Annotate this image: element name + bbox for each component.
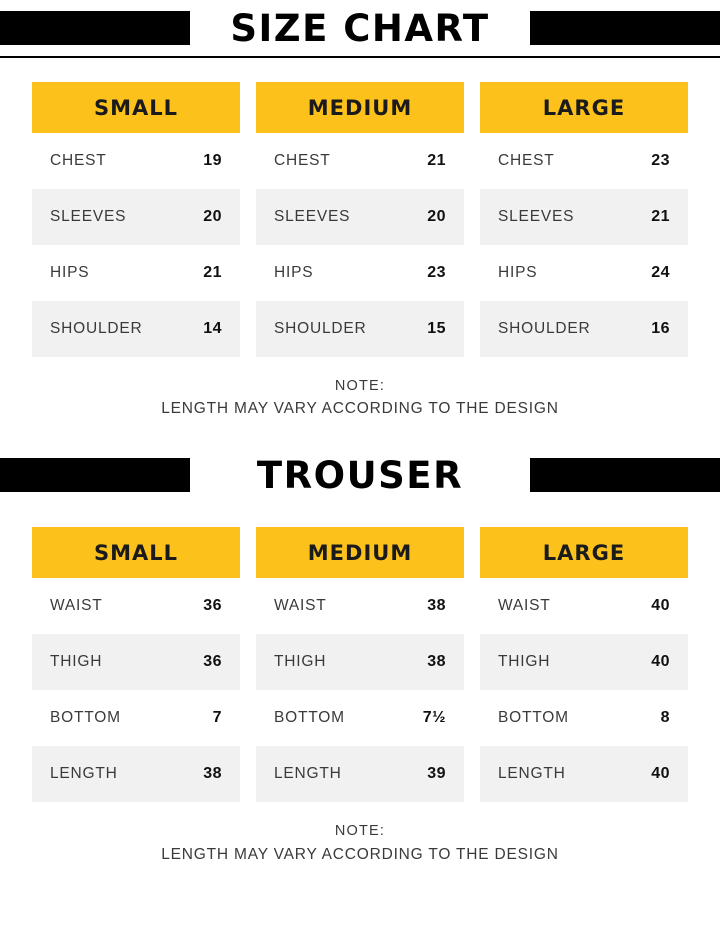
column-header-medium: MEDIUM	[256, 82, 464, 133]
trouser-title-band	[0, 447, 720, 503]
row-label: SLEEVES	[50, 208, 127, 225]
size-column-large	[480, 82, 688, 357]
title-bar-right	[530, 458, 720, 492]
row-value: 21	[203, 264, 222, 281]
row-label: SHOULDER	[50, 320, 143, 337]
row-label: SLEEVES	[274, 208, 351, 225]
row-label: BOTTOM	[498, 709, 569, 727]
row-value: 16	[651, 320, 670, 337]
trouser-table	[0, 527, 720, 866]
row-value: 21	[651, 208, 670, 225]
column-header-medium: MEDIUM	[256, 527, 464, 578]
table-row	[480, 133, 688, 189]
trouser-column-medium	[256, 527, 464, 802]
column-header-small: SMALL	[32, 527, 240, 578]
row-value: 36	[203, 597, 222, 615]
trouser-column-small	[32, 527, 240, 802]
table-row	[32, 690, 240, 746]
row-label: HIPS	[274, 264, 314, 281]
row-value: 40	[651, 653, 670, 671]
section-title-trouser: TROUSER	[235, 454, 485, 497]
table-row	[32, 133, 240, 189]
row-value: 24	[651, 264, 670, 281]
row-value: 19	[203, 152, 222, 169]
table-row	[256, 690, 464, 746]
row-value: 7½	[422, 709, 446, 727]
row-label: SHOULDER	[274, 320, 367, 337]
table-row	[32, 301, 240, 357]
row-label: HIPS	[50, 264, 90, 281]
table-row	[256, 133, 464, 189]
row-label: HIPS	[498, 264, 538, 281]
title-bar-left	[0, 458, 190, 492]
column-header-small: SMALL	[32, 82, 240, 133]
table-row	[32, 746, 240, 802]
table-row	[256, 578, 464, 634]
row-label: LENGTH	[274, 765, 342, 783]
table-row	[480, 578, 688, 634]
note-label: NOTE:	[334, 378, 386, 394]
column-header-large: LARGE	[480, 82, 688, 133]
row-label: WAIST	[498, 597, 551, 615]
table-row	[32, 189, 240, 245]
note-text: LENGTH MAY VARY ACCORDING TO THE DESIGN	[161, 400, 559, 418]
trouser-column-large	[480, 527, 688, 802]
row-value: 38	[203, 765, 222, 783]
row-value: 21	[427, 152, 446, 169]
note-label: NOTE:	[334, 823, 386, 840]
table-row	[480, 746, 688, 802]
row-label: CHEST	[274, 152, 331, 169]
row-label: BOTTOM	[50, 709, 121, 727]
row-label: SLEEVES	[498, 208, 575, 225]
row-value: 40	[651, 765, 670, 783]
table-row	[256, 189, 464, 245]
row-label: LENGTH	[50, 765, 118, 783]
table-row	[32, 578, 240, 634]
row-value: 8	[660, 709, 670, 727]
table-row	[256, 746, 464, 802]
size-column-medium	[256, 82, 464, 357]
row-value: 14	[203, 320, 222, 337]
row-label: WAIST	[50, 597, 103, 615]
row-value: 38	[427, 653, 446, 671]
row-value: 23	[651, 152, 670, 169]
table-row	[480, 189, 688, 245]
row-value: 36	[203, 653, 222, 671]
row-label: WAIST	[274, 597, 327, 615]
row-value: 20	[203, 208, 222, 225]
note-text: LENGTH MAY VARY ACCORDING TO THE DESIGN	[161, 845, 559, 863]
table-row	[480, 690, 688, 746]
table-row	[32, 245, 240, 301]
table-row	[480, 301, 688, 357]
row-value: 23	[427, 264, 446, 281]
row-label: LENGTH	[498, 765, 566, 783]
table-row	[480, 245, 688, 301]
row-label: BOTTOM	[274, 709, 345, 727]
table-row	[480, 634, 688, 690]
size-chart-note	[32, 357, 688, 421]
row-value: 39	[427, 765, 446, 783]
row-label: THIGH	[50, 653, 103, 671]
table-row	[32, 634, 240, 690]
row-label: THIGH	[498, 653, 551, 671]
title-bar-right	[530, 11, 720, 45]
row-value: 40	[651, 597, 670, 615]
row-label: SHOULDER	[498, 320, 591, 337]
row-label: CHEST	[498, 152, 555, 169]
row-value: 38	[427, 597, 446, 615]
row-label: THIGH	[274, 653, 327, 671]
size-chart-title-band	[0, 0, 720, 56]
size-chart-table	[0, 82, 720, 421]
page-title: SIZE CHART	[208, 7, 511, 50]
column-header-large: LARGE	[480, 527, 688, 578]
size-column-small	[32, 82, 240, 357]
row-label: CHEST	[50, 152, 107, 169]
row-value: 7	[212, 709, 222, 727]
row-value: 15	[427, 320, 446, 337]
table-row	[256, 301, 464, 357]
trouser-note	[32, 802, 688, 866]
table-row	[256, 634, 464, 690]
title-bar-left	[0, 11, 190, 45]
row-value: 20	[427, 208, 446, 225]
table-row	[256, 245, 464, 301]
